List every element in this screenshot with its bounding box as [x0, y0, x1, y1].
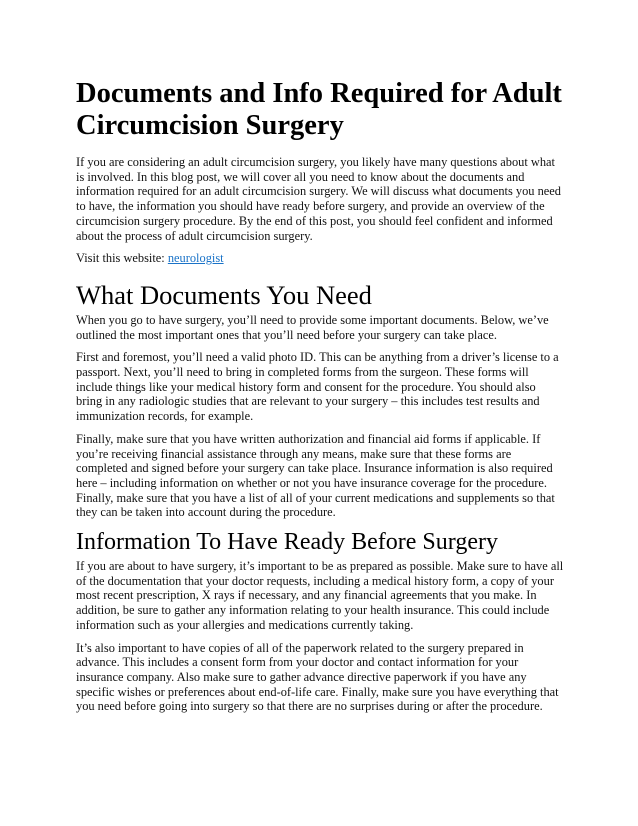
document-page	[76, 78, 564, 722]
documents-paragraph-1: When you go to have surgery, you’ll need to provide some important documents. Below, we’ve outlined the most important ones that you’ll need before your surgery can take place.	[76, 312, 549, 342]
visit-line	[76, 251, 564, 266]
documents-paragraph-3: Finally, make sure that you have written authorization and financial aid forms if applicable. If you’re receiving financial assistance through any means, make sure that these forms are completed and signed before your surgery can take place. Insurance information is also required here – including information on whether or not you have insurance coverage for the procedure. Finally, make sure that you have a list of all of your current medications and supplements so that they can be taken into account during the procedure.	[76, 431, 555, 520]
section-heading-information: Information To Have Ready Before Surgery	[76, 529, 498, 556]
page-title: Documents and Info Required for Adult Circumcision Surgery	[76, 78, 562, 141]
neurologist-link[interactable]: neurologist	[167, 251, 224, 266]
information-paragraph-2: It’s also important to have copies of all of the paperwork related to the surgery prepared in advance. This includes a consent form from your doctor and contact information for your insurance company. Also make sure to gather advance directive paperwork if you have any specific wishes or preferences about end-of-life care. Finally, make sure you have everything that you need before going into surgery so that there are no surprises during or after the procedure.	[76, 640, 559, 714]
section-heading-documents: What Documents You Need	[76, 279, 372, 310]
visit-prefix: Visit this website:	[76, 251, 168, 266]
intro-paragraph: If you are considering an adult circumcision surgery, you likely have many questions about what is involved. In this blog post, we will cover all you need to know about the documents and information required for an adult circumcision surgery. We will discuss what documents you need to have, the information you should have ready before surgery, and provide an overview of the circumcision surgery procedure. By the end of this post, you should feel confident and informed about the process of adult circumcision surgery.	[76, 155, 561, 243]
documents-paragraph-2: First and foremost, you’ll need a valid photo ID. This can be anything from a driver’s license to a passport. Next, you’ll need to bring in completed forms from the surgeon. These forms will include things like your medical history form and consent for the procedure. You should also bring in any radiologic studies that are relevant to your surgery – this includes test results and immunization records, for example.	[76, 350, 559, 424]
information-paragraph-1: If you are about to have surgery, it’s important to be as prepared as possible. Make sure to have all of the documentation that your doctor requests, including a medical history form, a copy of your most recent prescription, X rays if necessary, and any financial agreements that you make. In addition, be sure to gather any information relating to your health insurance. This could include information such as your allergies and medications currently taking.	[76, 559, 564, 632]
